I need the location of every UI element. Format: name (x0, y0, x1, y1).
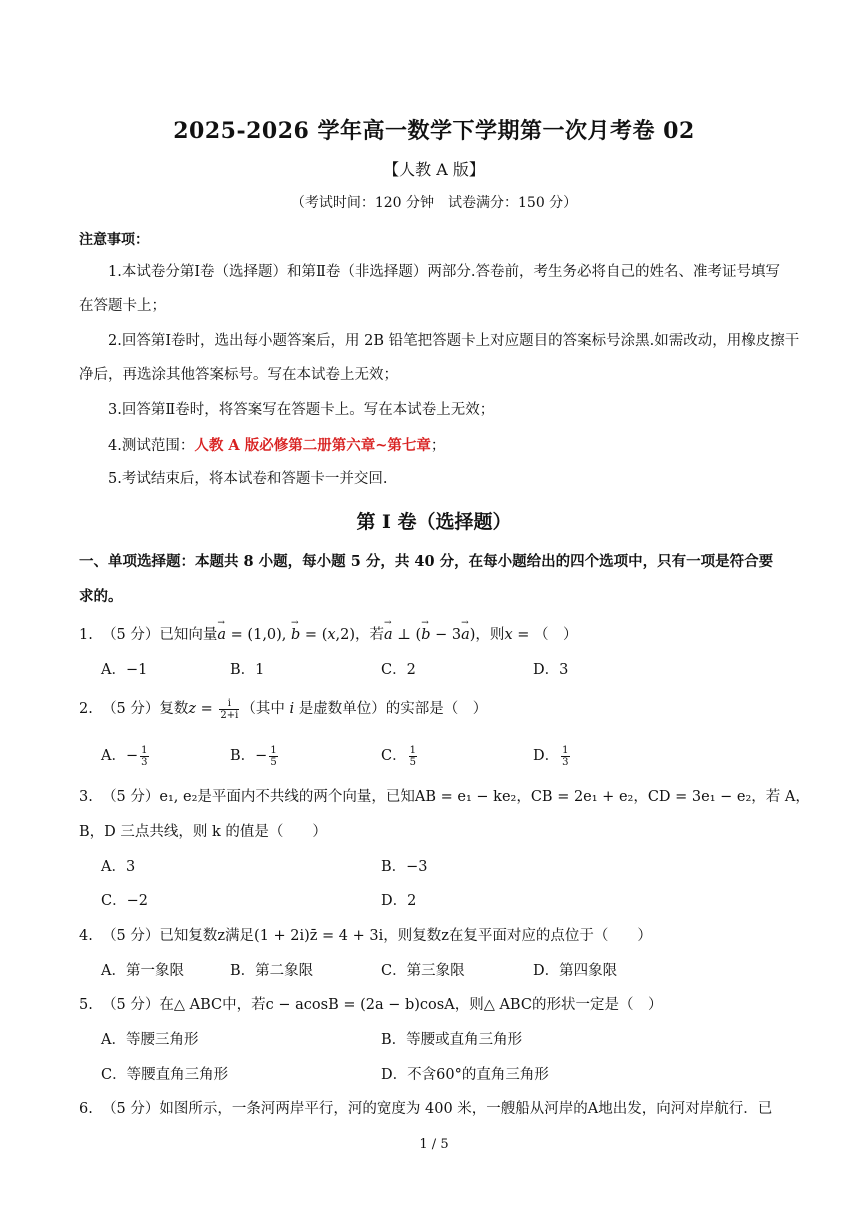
q2-text-d: 是虚数单位）的实部是（ ） (294, 701, 488, 717)
q2-frac-num: i (219, 698, 239, 710)
q3-option-b[interactable]: B．−3 (381, 859, 428, 875)
q3-option-d[interactable]: D．2 (381, 893, 417, 909)
q2-b-num: 1 (270, 744, 277, 756)
q2-b-den: 5 (270, 756, 277, 768)
q2-text-c: （其中 (241, 701, 290, 717)
question-6 (79, 1097, 772, 1118)
question-4 (79, 924, 652, 945)
q2-a-den: 3 (141, 756, 148, 768)
notice-4-prefix: 4.测试范围： (108, 438, 195, 454)
q3-number: 3. (79, 789, 93, 805)
q2-fraction (219, 698, 239, 721)
part-heading-a: 一、单项选择题：本题共 8 小题，每小题 5 分，共 40 分，在每小题给出的四个选项中，只有一项是符合要 (79, 553, 774, 570)
vector-a: → a (217, 627, 226, 643)
vector-a-2: → a (384, 627, 393, 643)
q4-option-b[interactable]: B．第二象限 (230, 963, 314, 979)
q3-option-c[interactable]: C．−2 (101, 893, 148, 909)
q1-text-c: = ( (300, 627, 328, 643)
question-3 (79, 785, 810, 806)
q1-text-d: ,2)，若 (335, 627, 385, 643)
q5-number: 5. (79, 997, 93, 1013)
q1-text-e: ⊥ ( (392, 627, 422, 643)
page-number: 1 / 5 (419, 1137, 449, 1152)
notice-1b: 在答题卡上； (79, 298, 166, 314)
q5-option-b[interactable]: B．等腰或直角三角形 (381, 1032, 523, 1048)
notice-3: 3.回答第Ⅱ卷时，将答案写在答题卡上。写在本试卷上无效； (108, 402, 495, 418)
q1-text-b: = (1,0), (226, 627, 292, 643)
q2-a-label: A．− (101, 748, 139, 764)
q1-text-f: − 3 (430, 627, 462, 643)
q2-a-num: 1 (141, 744, 148, 756)
q2-text-a: （5 分）复数 (102, 701, 189, 717)
q6-number: 6. (79, 1101, 93, 1117)
q1-number: 1. (79, 627, 93, 643)
question-5 (79, 993, 662, 1014)
var-i: i (289, 701, 295, 717)
q1-option-d[interactable]: D．3 (533, 662, 569, 678)
q4-text: （5 分）已知复数z满足(1 + 2i)z̄ = 4 + 3i，则复数z在复平面对应的点位于（ ） (102, 928, 652, 944)
q2-option-b[interactable] (230, 744, 280, 768)
notice-1a: 1.本试卷分第Ⅰ卷（选择题）和第Ⅱ卷（非选择题）两部分.答卷前，考生务必将自己的姓名、准考证号填写 (108, 264, 781, 280)
q2-number: 2. (79, 701, 93, 717)
vector-b-2: → b (421, 627, 430, 643)
q2-option-d[interactable] (533, 744, 572, 768)
notice-2b: 净后，再选涂其他答案标号。写在本试卷上无效； (79, 367, 398, 383)
exam-title: 2025-2026 学年高一数学下学期第一次月考卷 02 (173, 118, 695, 144)
q4-option-d[interactable]: D．第四象限 (533, 963, 618, 979)
q3-line-a: （5 分）e₁, e₂是平面内不共线的两个向量，已知AB = e₁ − ke₂，CB = 2e₁ + e₂，CD = 3e₁ − e₂，若 A， (102, 789, 810, 805)
q2-d-label: D． (533, 748, 560, 764)
q3-option-a[interactable]: A．3 (101, 859, 136, 875)
vector-b: → b (291, 627, 300, 643)
notice-4 (79, 429, 445, 463)
section-title: 第 I 卷（选择题） (356, 511, 512, 533)
q2-frac-den: 2+i (220, 709, 239, 721)
var-x: x (327, 627, 336, 643)
q2-d-den: 3 (562, 756, 569, 768)
q5-option-a[interactable]: A．等腰三角形 (101, 1032, 199, 1048)
q4-option-a[interactable]: A．第一象限 (101, 963, 184, 979)
q2-option-a[interactable] (101, 744, 151, 768)
q3-line-b: B，D 三点共线，则 k 的值是（ ） (79, 824, 327, 840)
test-range: 人教 A 版必修第二册第六章~第七章 (194, 437, 431, 454)
q2-c-num: 1 (409, 744, 416, 756)
vector-a-3: → a (461, 627, 470, 643)
q5-option-d[interactable]: D．不含60°的直角三角形 (381, 1067, 549, 1083)
q4-option-c[interactable]: C．第三象限 (381, 963, 465, 979)
edition-label: 【人教 A 版】 (383, 160, 485, 179)
q2-option-c[interactable] (381, 744, 419, 768)
question-2 (79, 697, 487, 721)
notice-heading: 注意事项： (79, 232, 149, 248)
q1-text-a: （5 分）已知向量 (102, 627, 218, 643)
q2-d-num: 1 (562, 744, 569, 756)
q6-text: （5 分）如图所示，一条河两岸平行，河的宽度为 400 米，一艘船从河岸的A地出发，向河对岸航行．已 (102, 1101, 773, 1117)
q5-text: （5 分）在△ ABC中，若c − acosB = (2a − b)cosA，则△ ABC的形状一定是（ ） (102, 997, 663, 1013)
q1-option-c[interactable]: C．2 (381, 662, 416, 678)
exam-info: （考试时间：120 分钟 试卷满分：150 分） (290, 195, 578, 211)
q2-text-b: = (196, 701, 218, 717)
q1-text-h: = （ ） (512, 627, 578, 643)
q2-c-den: 5 (409, 756, 416, 768)
q1-text-g: )，则 (469, 627, 505, 643)
notice-5: 5.考试结束后，将本试卷和答题卡一并交回. (108, 471, 388, 487)
notice-4-suffix: ； (430, 438, 446, 454)
var-x-2: x (504, 627, 513, 643)
q4-number: 4. (79, 928, 93, 944)
part-heading-b: 求的。 (79, 588, 123, 605)
q2-c-label: C． (381, 748, 407, 764)
question-1 (79, 623, 578, 644)
var-z: z (188, 701, 197, 717)
notice-2a: 2.回答第Ⅰ卷时，选出每小题答案后，用 2B 铅笔把答题卡上对应题目的答案标号涂黑.如需改动，用橡皮擦干 (108, 333, 800, 349)
q2-b-label: B．− (230, 748, 268, 764)
q5-option-c[interactable]: C．等腰直角三角形 (101, 1067, 229, 1083)
q1-option-b[interactable]: B．1 (230, 662, 265, 678)
q1-option-a[interactable]: A．−1 (101, 662, 148, 678)
